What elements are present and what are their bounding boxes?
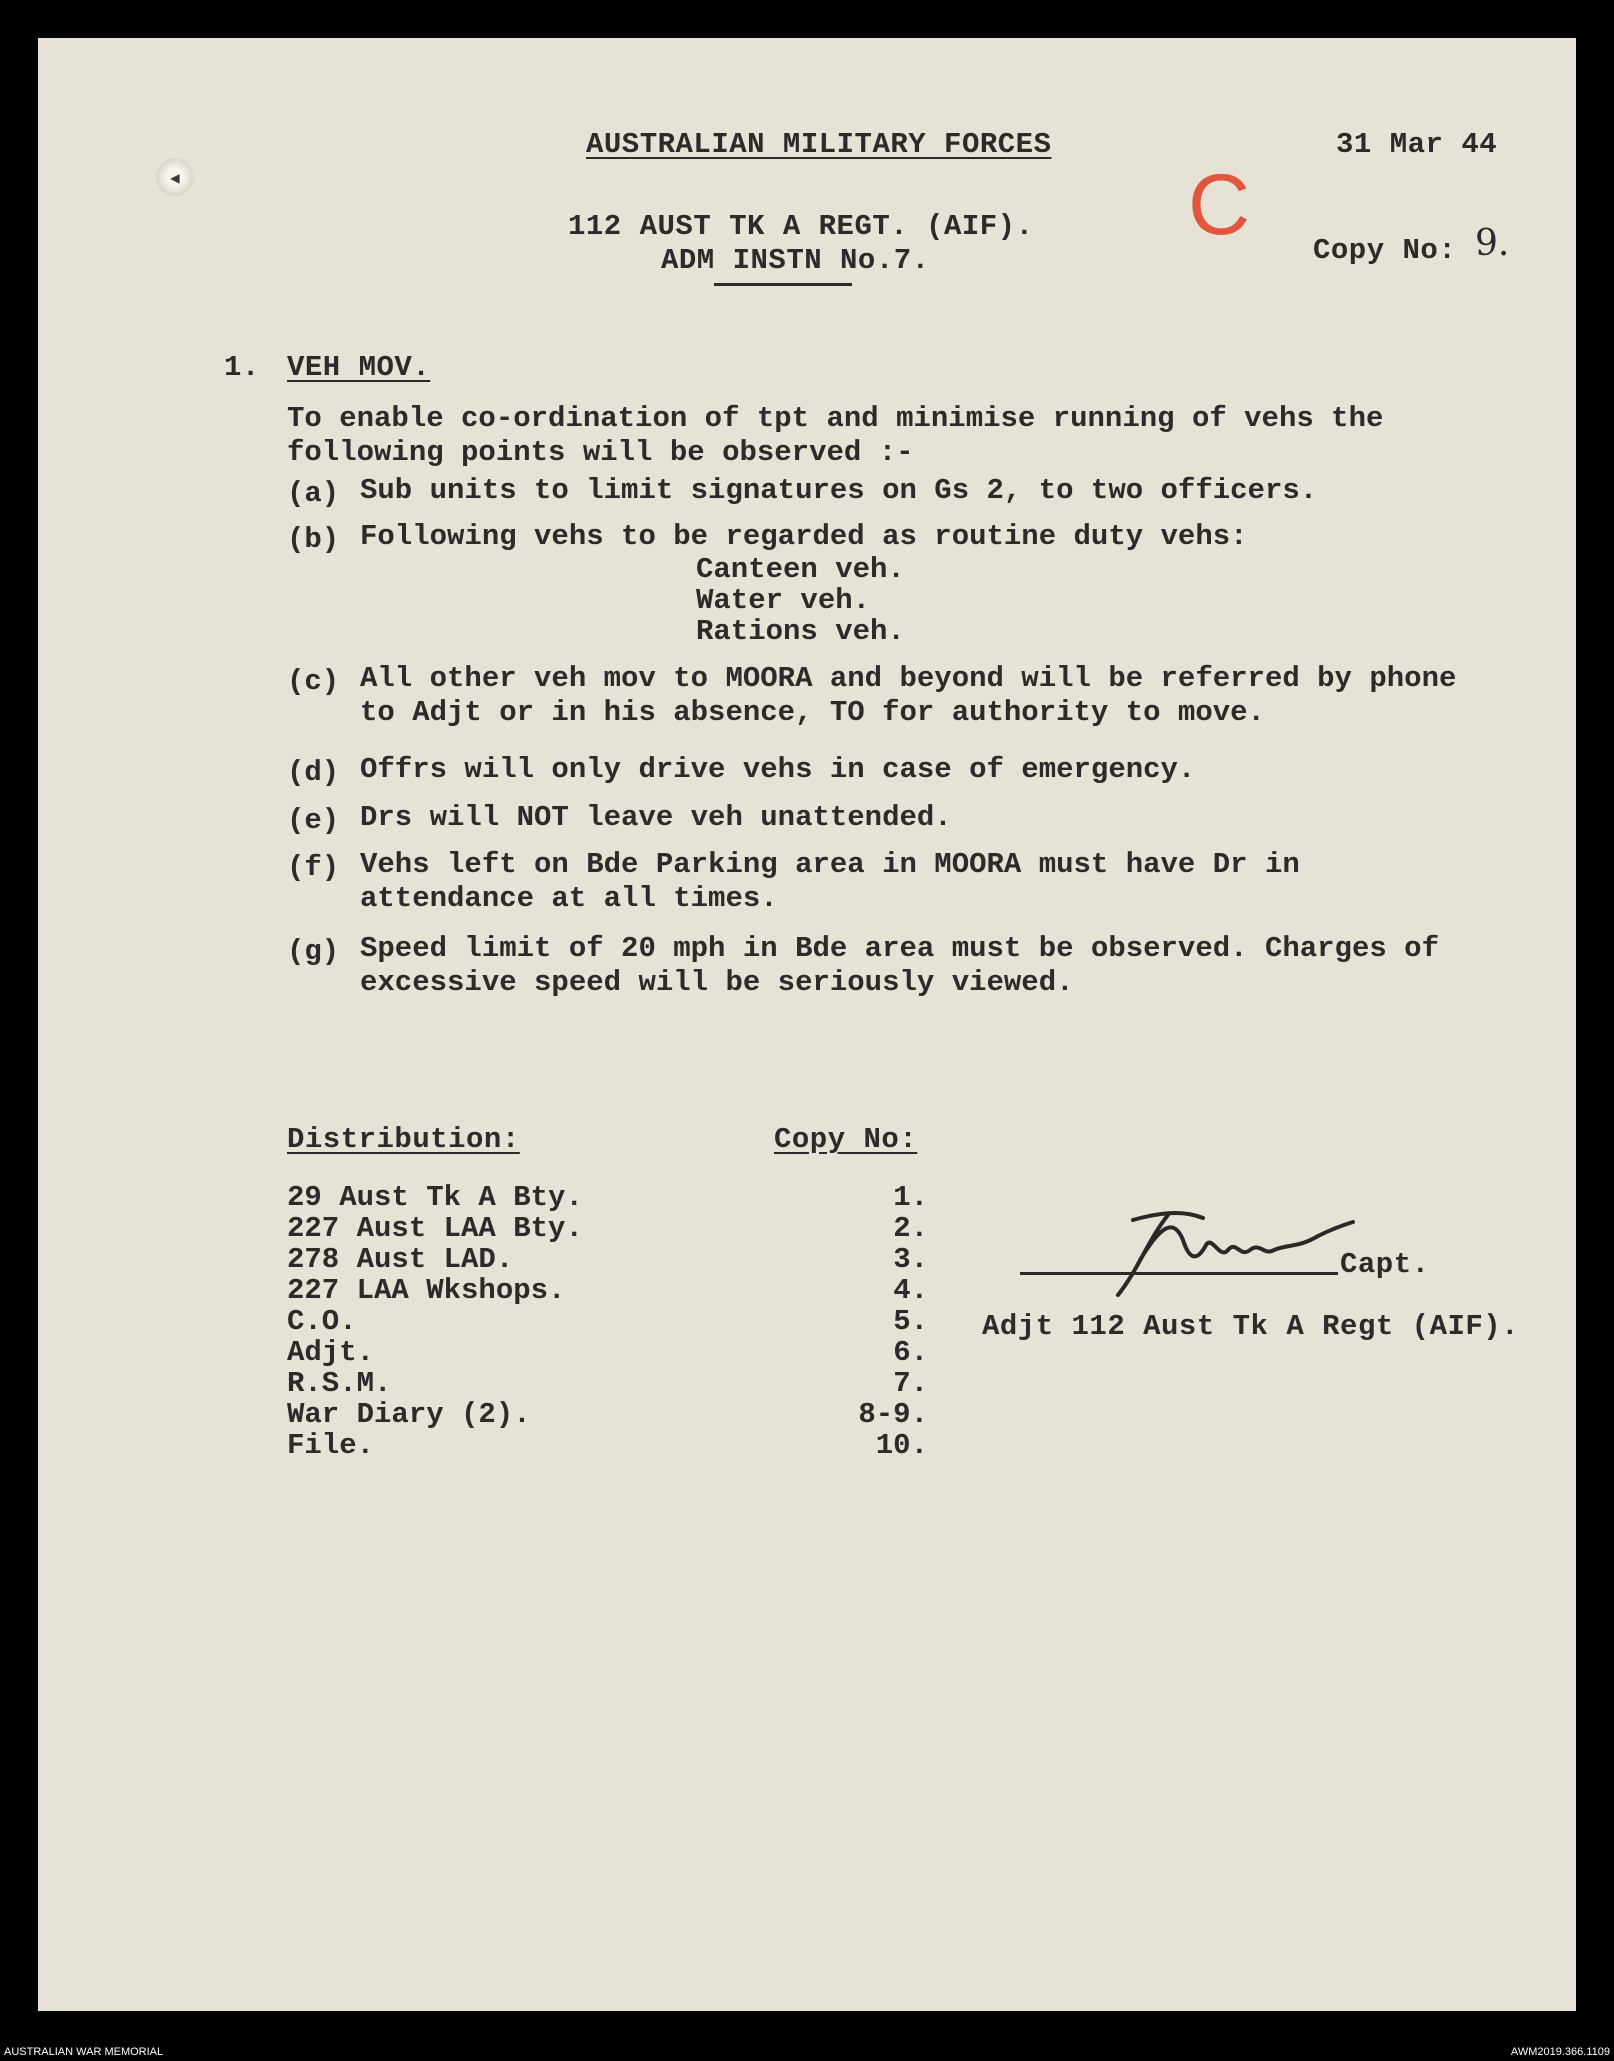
- red-annotation: C: [1188, 157, 1251, 253]
- item-label: (a): [287, 477, 340, 510]
- routine-vehicle: Rations veh.: [696, 615, 905, 648]
- unit-heading: 112 AUST TK A REGT. (AIF).: [568, 210, 1034, 243]
- section-number: 1.: [224, 351, 260, 384]
- footer-archive-name: AUSTRALIAN WAR MEMORIAL: [4, 2046, 164, 2058]
- signature-stroke: [1118, 1213, 1353, 1295]
- document-page: [38, 38, 1576, 2011]
- copy-number-list: [808, 1182, 928, 1461]
- copy-no-heading: Copy No:: [774, 1123, 918, 1156]
- distribution-name: War Diary (2).: [287, 1398, 531, 1431]
- copy-number: 5.: [893, 1305, 928, 1338]
- item-label: (c): [287, 665, 340, 698]
- routine-vehicle: Canteen veh.: [696, 553, 905, 586]
- signature-rank: Capt.: [1340, 1248, 1430, 1281]
- item-text: All other veh mov to MOORA and beyond will be referred by phone to Adjt or in his absence, TO for authority to move.: [360, 662, 1457, 729]
- distribution-name: 29 Aust Tk A Bty.: [287, 1181, 583, 1214]
- heading-rule: [714, 283, 852, 286]
- item-label: (g): [287, 935, 340, 968]
- distribution-name: Adjt.: [287, 1336, 375, 1369]
- footer-accession-number: AWM2019.366.1109: [1510, 2046, 1610, 2058]
- item-label: (b): [287, 523, 340, 556]
- distribution-name: 227 Aust LAA Bty.: [287, 1212, 583, 1245]
- signature-title: Adjt 112 Aust Tk A Regt (AIF).: [982, 1310, 1520, 1343]
- copy-number: 6.: [893, 1336, 928, 1369]
- item-label: (d): [287, 756, 340, 789]
- distribution-heading: Distribution:: [287, 1123, 520, 1156]
- routine-vehicle: Water veh.: [696, 584, 871, 617]
- routine-vehicles-list: [696, 554, 905, 647]
- copy-number: 8-9.: [858, 1398, 928, 1431]
- item-text: Vehs left on Bde Parking area in MOORA must have Dr in attendance at all times.: [360, 848, 1300, 915]
- copy-number-handwritten: 9.: [1475, 223, 1510, 264]
- copy-number: 4.: [893, 1274, 928, 1307]
- item-text: Sub units to limit signatures on Gs 2, to two officers.: [360, 474, 1318, 507]
- item-text: Drs will NOT leave veh unattended.: [360, 801, 952, 834]
- copy-number: 3.: [893, 1243, 928, 1276]
- distribution-name: File.: [287, 1429, 375, 1462]
- copy-number: 2.: [893, 1212, 928, 1245]
- instruction-heading: ADM INSTN No.7.: [661, 244, 930, 277]
- copy-number: 1.: [893, 1181, 928, 1214]
- document-date: 31 Mar 44: [1336, 128, 1498, 161]
- section-title: VEH MOV.: [287, 351, 431, 384]
- section-intro: To enable co-ordination of tpt and minimise running of vehs the following points will be observed :-: [287, 402, 1384, 469]
- item-label: (e): [287, 804, 340, 837]
- item-text: Following vehs to be regarded as routine duty vehs:: [360, 520, 1248, 553]
- distribution-name: 278 Aust LAD.: [287, 1243, 514, 1276]
- signature-line: [1020, 1272, 1338, 1275]
- org-heading: AUSTRALIAN MILITARY FORCES: [586, 128, 1052, 161]
- item-label: (f): [287, 851, 340, 884]
- copy-number: 7.: [893, 1367, 928, 1400]
- distribution-name: R.S.M.: [287, 1367, 392, 1400]
- copy-number: 10.: [875, 1429, 928, 1462]
- distribution-name: 227 LAA Wkshops.: [287, 1274, 566, 1307]
- punch-hole: ◀: [156, 158, 194, 196]
- distribution-name: C.O.: [287, 1305, 357, 1338]
- distribution-list: [287, 1182, 583, 1461]
- item-text: Offrs will only drive vehs in case of emergency.: [360, 753, 1196, 786]
- copy-label: Copy No:: [1313, 234, 1457, 267]
- item-text: Speed limit of 20 mph in Bde area must be observed. Charges of excessive speed will be seriously viewed.: [360, 932, 1439, 999]
